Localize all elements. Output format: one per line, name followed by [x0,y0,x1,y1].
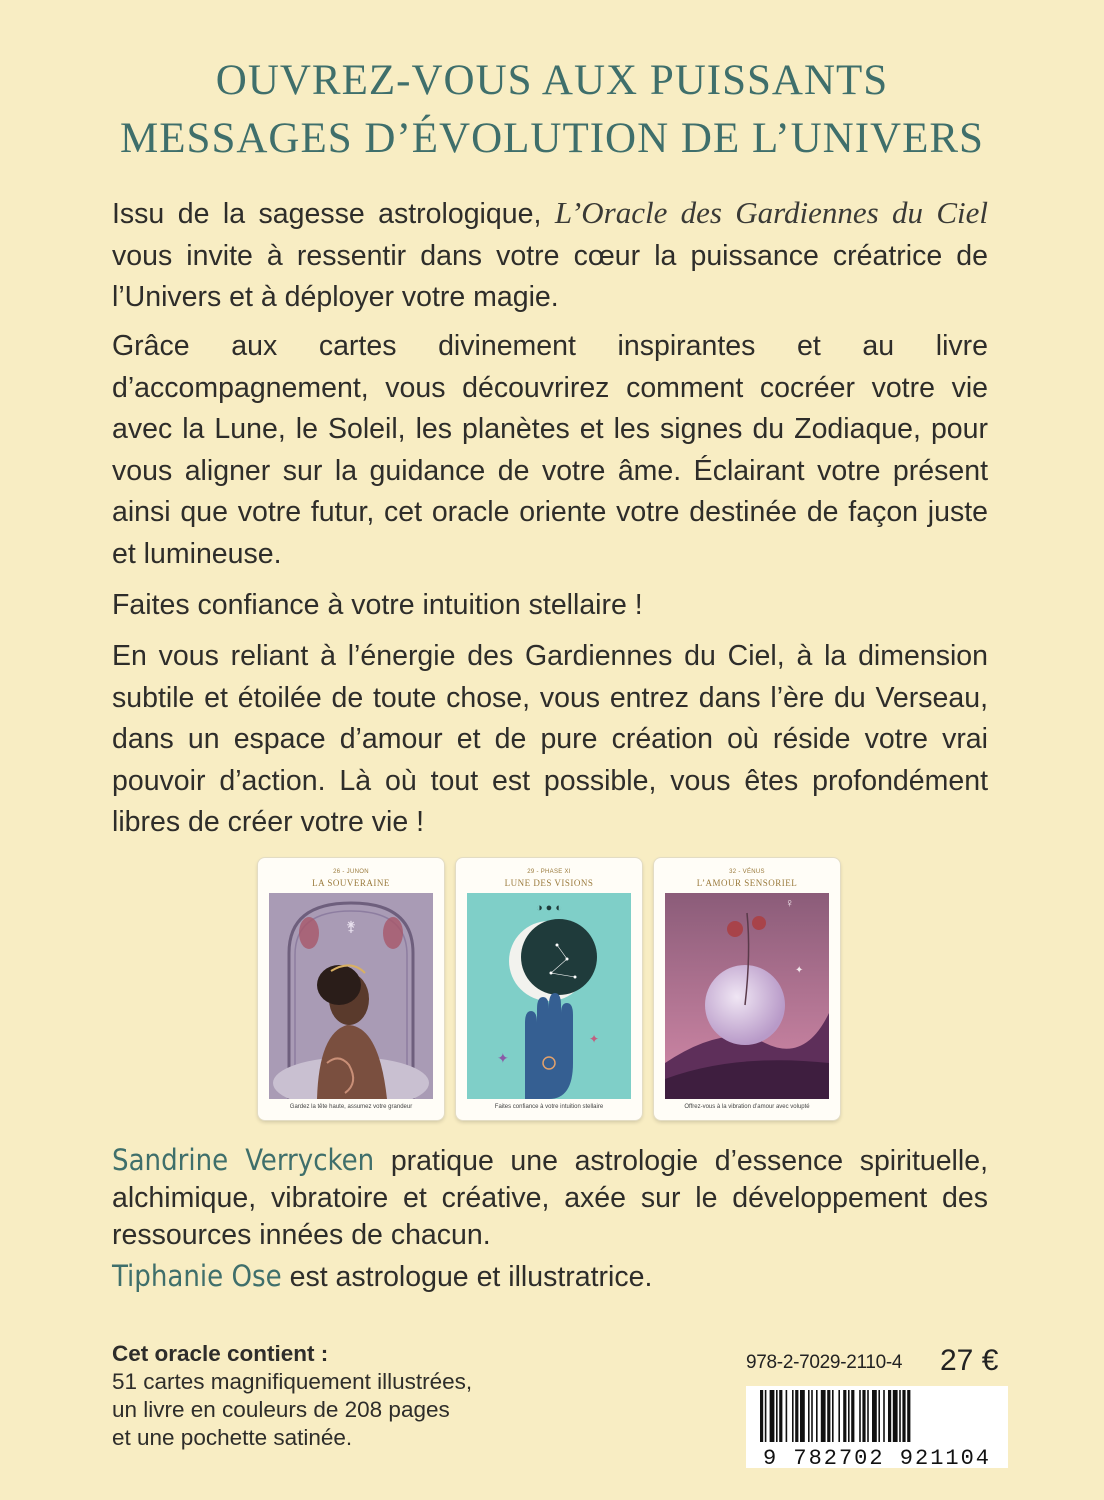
barcode-bar [821,1390,826,1442]
card-illustration [665,893,829,1099]
heading-line-1: OUVREZ-VOUS AUX PUISSANTS [215,57,889,104]
contents-heading: Cet oracle contient : [112,1341,329,1366]
card-caption: Gardez la tête haute, assumez votre grandeur [289,1104,413,1110]
contents-line-3: et une pochette satinée. [112,1425,353,1450]
card-illustration [467,893,631,1099]
paragraph-4-text: En vous reliant à l’énergie des Gardiennes du Ciel, à la dimension subtile et étoilée de toute chose, vous entrez dans l’ère du Verseau, dans un espace d’amour et de pure création où réside votre vrai pouvoir d’action. Là où tout est possible, vous êtes profondément libres de créer votre vie ! [112,640,988,838]
svg-text:✦: ✦ [497,1050,509,1066]
author-name: Sandrine Verrycken [112,1143,375,1177]
barcode-graphic [746,1386,1008,1468]
barcode-bar [786,1390,788,1442]
author-bio: pratique une astrologie d’essence spirituelle, alchimique, vibratoire et créative, axée sur le développement des ressources innées de chacun. [112,1145,988,1251]
svg-text:✦: ✦ [795,965,804,976]
svg-text:◑ ● ◐: ◑ ● ◐ [535,902,563,914]
card-number: 32 - VÉNUS [729,869,765,875]
card-caption: Faites confiance à votre intuition stellaire [494,1104,604,1110]
barcode-bar [808,1390,810,1442]
svg-text:✦: ✦ [589,1032,600,1046]
heading-line-2: MESSAGES D’ÉVOLUTION DE L’UNIVERS [120,115,984,162]
card-title: L’AMOUR SENSORIEL [696,878,798,888]
intro-after: vous invite à ressentir dans votre cœur la puissance créatrice de l’Univers et à déployer votre magie. [112,239,988,313]
author-sandrine [112,1142,988,1254]
contents-line-1: 51 cartes magnifiquement illustrées, [112,1369,473,1394]
intro-paragraph [112,192,988,319]
paragraph-3 [112,585,988,627]
barcode-bar [795,1390,798,1442]
barcode-bar [848,1390,850,1442]
barcode-digits: 9 782702 921104 [762,1446,992,1468]
barcode-bar [827,1390,830,1442]
barcode [746,1386,1008,1468]
hand-and-moon-illustration [467,893,631,1099]
barcode-bar [883,1390,885,1442]
card-lune-des-visions [456,858,642,1120]
card-illustration [269,893,433,1099]
author-tiphanie [112,1258,988,1296]
barcode-bar [770,1390,775,1442]
barcode-bar [859,1390,861,1442]
card-caption: Offrez-vous à la vibration d’amour avec volupté [684,1104,810,1110]
card-title: LA SOUVERAINE [312,878,390,888]
paragraph-2 [112,326,988,575]
card-la-souveraine [258,858,444,1120]
card-l-amour-sensoriel [654,858,840,1120]
barcode-bar [779,1390,782,1442]
barcode-bar [899,1390,901,1442]
barcode-bar [838,1390,840,1442]
barcode-bar [832,1390,834,1442]
heading [0,52,1104,168]
intro-before: Issu de la sagesse astrologique, [112,198,555,230]
barcode-bar [893,1390,898,1442]
barcode-bar [816,1390,818,1442]
barcode-bar [811,1390,813,1442]
barcode-bar [878,1390,880,1442]
barcode-bar [867,1390,869,1442]
barcode-bar [907,1390,910,1442]
barcode-bar [765,1390,767,1442]
barcode-bar [902,1390,905,1442]
card-title: LUNE DES VISIONS [504,878,594,888]
barcode-bar [862,1390,865,1442]
paragraph-2-text: Grâce aux cartes divinement inspirantes et au livre d’accompagnement, vous découvrirez comment cocréer votre vie avec la Lune, le Soleil, les planètes et les signes du Zodiaque, pour vous aligner sur la guidance de votre âme. Éclairant votre présent ainsi que votre futur, cet oracle oriente votre destinée de façon juste et lumineuse. [112,330,988,570]
contents-line-2: un livre en couleurs de 208 pages [112,1397,450,1422]
illustrator-name: Tiphanie Ose [112,1259,282,1293]
barcode-bar [776,1390,778,1442]
barcode-bar [851,1390,854,1442]
barcode-bar [792,1390,794,1442]
barcode-bar [760,1390,763,1442]
barcode-bar [800,1390,805,1442]
paragraph-3-text: Faites confiance à votre intuition stellaire ! [112,589,643,621]
barcode-bar [888,1390,891,1442]
svg-text:♀: ♀ [785,896,794,910]
woman-portrait-illustration [269,893,433,1099]
svg-text:⚵: ⚵ [345,918,357,934]
price: 27 € [940,1344,999,1377]
paragraph-4 [112,636,988,844]
barcode-bar [843,1390,846,1442]
venus-planet-illustration [665,893,829,1099]
isbn: 978-2-7029-2110-4 [746,1352,903,1373]
card-number: 26 - JUNON [333,869,369,875]
card-number: 29 - PHASE XI [527,869,571,875]
contents-list [112,1340,472,1452]
book-title: L’Oracle des Gardiennes du Ciel [554,195,988,230]
illustrator-bio: est astrologue et illustratrice. [281,1261,653,1293]
barcode-bar [872,1390,877,1442]
